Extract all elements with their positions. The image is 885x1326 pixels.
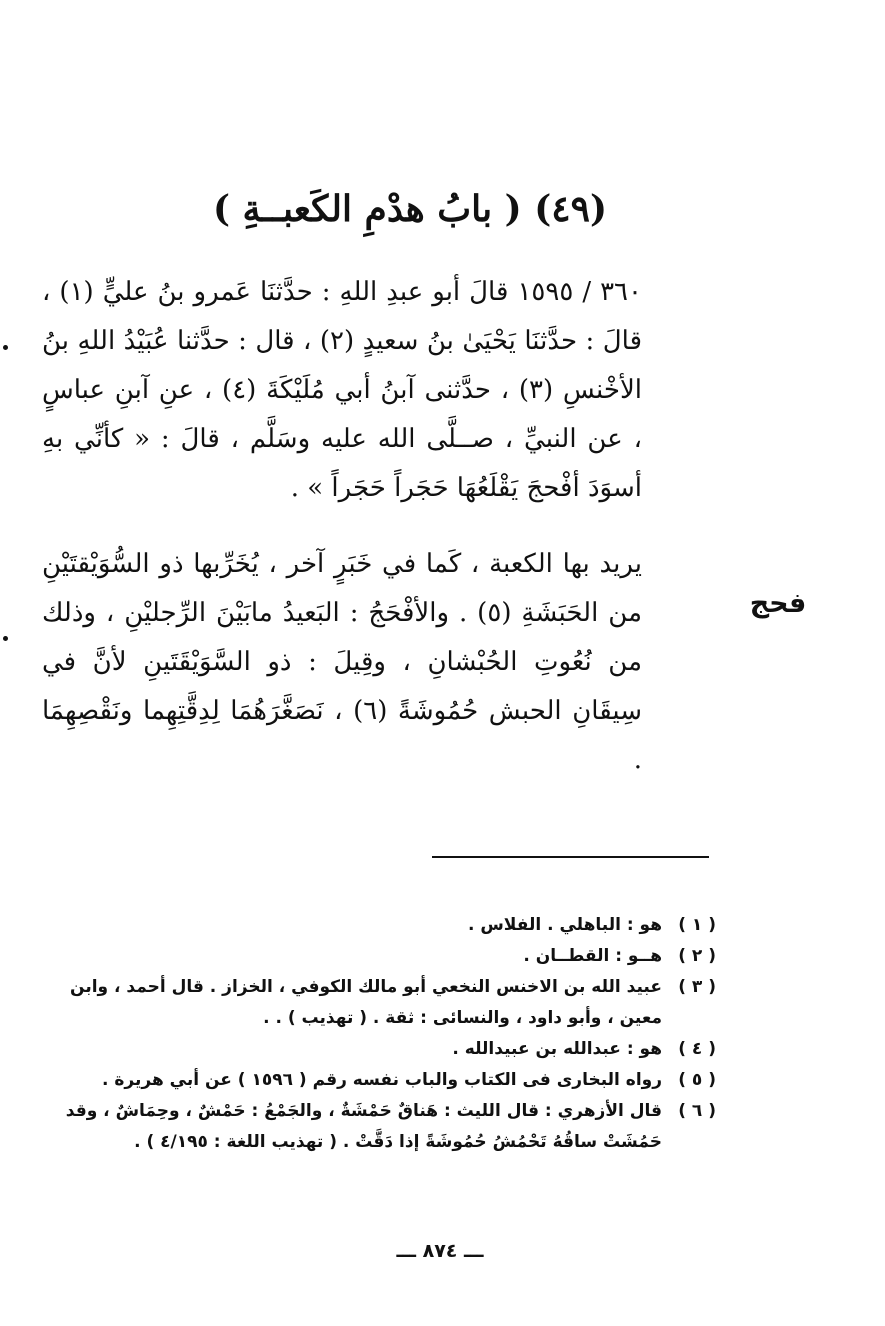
margin-keyword: فحج [749, 588, 807, 619]
hadith-text: ٣٦٠ / ١٥٩٥ قالَ أبو عبدِ اللهِ : حدَّثنَا عَمرو بنُ عليٍّ (١) ، قالَ : حدَّثنَا يَحْيَىٰ بنُ سعيدٍ (٢) ، قال : حدَّثنا عُبَيْدُ اللهِ بنُ الأخْنسِ (٣) ، حدَّثنى آبنُ أبي مُلَيْكَةَ (٤) ، عنِ آبنِ عباسٍ ، عن النبيِّ ، صــلَّى الله عليه وسَلَّم ، قالَ : « كأنِّي بهِ أسوَدَ أفْحجَ يَقْلَعُهَا حَجَراً حَجَراً » . [42, 277, 643, 503]
footnote-text: قال الأزهري : قال الليث : هَناقٌ حَمْشَةٌ ، والجَمْعُ : حَمْشٌ ، وحِمَاشٌ ، وقد حَمُشَتْ ساقُهُ تَحْمُشُ حُمُوشَةً إذا دَقَّتْ . ( تهذيب اللغة : ٤/١٩٥ ) . [65, 1101, 662, 1152]
footnote-number: ( ٢ ) [678, 946, 716, 966]
footnote-text: هــو : القطــان . [523, 946, 662, 966]
page-number: ـــ ٨٧٤ ـــ [396, 1240, 484, 1262]
footnote-text: هو : عبدالله بن عبيدالله . [452, 1039, 662, 1059]
chapter-title: (٤٩) ( بابُ هدْمِ الكَعبــةِ ) [212, 188, 607, 230]
footnote-item [46, 1034, 716, 1065]
footnote-number: ( ٣ ) [678, 977, 716, 997]
footnote-number: ( ٦ ) [678, 1101, 716, 1121]
footnote-number: ( ١ ) [678, 915, 716, 935]
footnote-text: عبيد الله بن الاخنس النخعي أبو مالك الكوفي ، الخزاز . قال أحمد ، وابن معين ، وأبو داود ، والنسائى : ثقة . ( تهذيب ) . . [70, 977, 662, 1028]
scan-edge-mark [3, 636, 8, 641]
scan-edge-mark [3, 345, 8, 350]
footnote-number: ( ٤ ) [678, 1039, 716, 1059]
commentary-text: يريد بها الكعبة ، كَما في خَبَرٍ آخر ، يُخَرِّبها ذو السُّوَيْقتَيْنِ من الحَبَشَةِ (٥) . والأفْحَجُ : البَعيدُ مابَيْنَ الرِّجليْنِ ، وذلك من نُعُوتِ الحُبْشانِ ، وقِيلَ : ذو السَّوَيْقَتَينِ لأنَّ في سِيقَانِ الحبش حُمُوشَةً (٦) ، نَصَغَّرَهُمَا لِدِقَّتِهِما ونَقْصِهِمَا . [42, 549, 642, 775]
footnote-item [46, 1065, 716, 1096]
footnote-number: ( ٥ ) [678, 1070, 716, 1090]
footnote-text: هو : الباهلي . الفلاس . [467, 915, 662, 935]
footnote-item [46, 941, 716, 972]
footnote-separator [432, 856, 709, 858]
footnote-text: رواه البخارى فى الكتاب والباب نفسه رقم ( ١٥٩٦ ) عن أبي هريرة . [102, 1070, 662, 1090]
hadith-text-block [42, 268, 642, 513]
commentary-block [42, 540, 642, 785]
footnote-item [46, 1096, 716, 1158]
footnote-item [46, 972, 716, 1034]
footnote-item [46, 910, 716, 941]
footnotes [46, 910, 716, 1158]
